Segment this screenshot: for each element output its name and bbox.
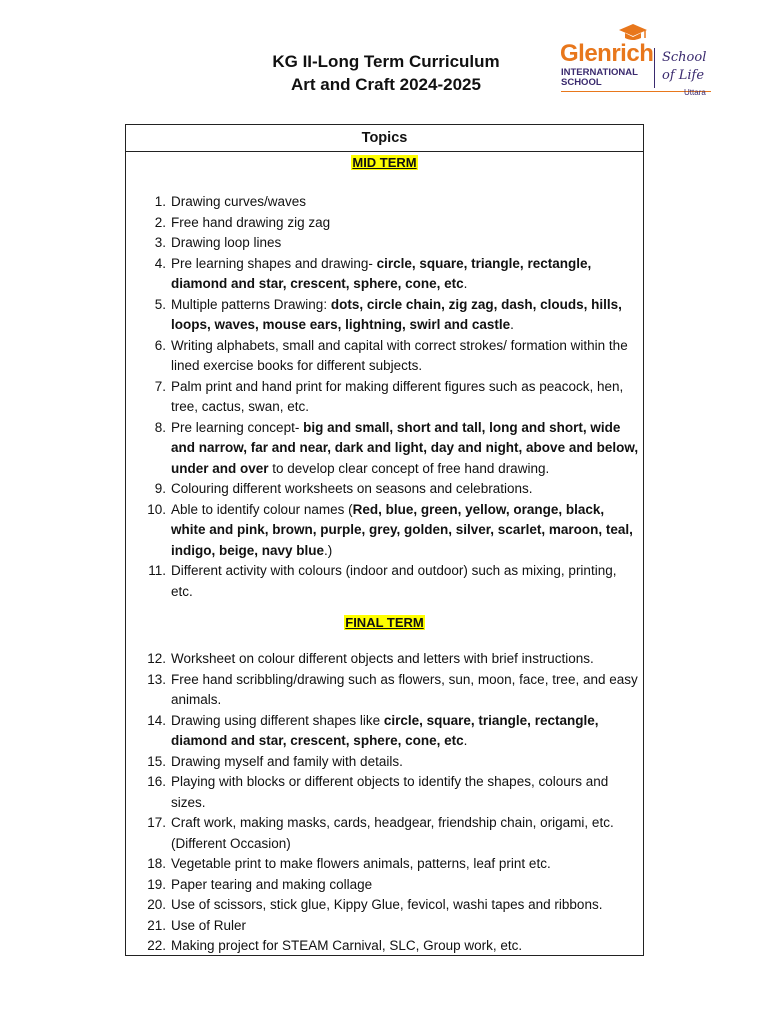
final-term-label: FINAL TERM xyxy=(345,615,424,630)
list-item-text: Drawing curves/waves xyxy=(171,194,307,209)
list-item-number: 8. xyxy=(154,419,166,435)
list-item-number: 17. xyxy=(147,815,166,830)
list-item xyxy=(126,772,643,813)
logo-tagline-line-1: School xyxy=(662,50,707,65)
list-item-number: 12. xyxy=(147,651,166,666)
list-item xyxy=(126,936,643,957)
list-item xyxy=(126,192,643,213)
list-item xyxy=(126,418,643,480)
graduation-cap-icon xyxy=(618,22,648,42)
title-line-2: Art and Craft 2024-2025 xyxy=(291,75,481,94)
list-item xyxy=(126,854,643,875)
document-title xyxy=(200,50,572,96)
list-item-text: Drawing using different shapes like xyxy=(171,712,384,728)
list-item-text: . xyxy=(463,733,468,748)
list-item-bold-text: Red, blue, green, yellow, orange, black, white and pink, brown, purple, grey, golden, silver, scarlet, maroon, teal, indigo, beige, navy blue xyxy=(171,501,633,558)
list-item-text: Pre learning shapes and drawing- xyxy=(171,255,377,271)
list-item-text: Craft work, making masks, cards, headgear, friendship chain, origami, etc. (Different Occasion) xyxy=(171,815,614,851)
logo-brand: Glenrich xyxy=(560,40,654,67)
list-item-number: 22. xyxy=(147,938,166,953)
list-item-text: Different activity with colours (indoor and outdoor) such as mixing, printing, etc. xyxy=(171,563,617,599)
list-item xyxy=(126,711,643,752)
list-item-number: 13. xyxy=(147,671,166,687)
list-item-number: 1. xyxy=(154,194,166,209)
list-item-bold-text: big and small, short and tall, long and short, wide and narrow, far and near, dark and light, day and night, above and below, under and over xyxy=(171,419,639,476)
topics-header: Topics xyxy=(126,125,643,152)
final-term-heading xyxy=(126,614,643,632)
mid-term-heading xyxy=(126,154,643,172)
topics-table xyxy=(125,124,644,956)
logo-location: Uttara xyxy=(684,88,706,97)
list-item-text: Use of scissors, stick glue, Kippy Glue, fevicol, washi tapes and ribbons. xyxy=(171,897,603,912)
list-item-number: 18. xyxy=(147,856,166,871)
list-item xyxy=(126,254,643,295)
list-item-text: Playing with blocks or different objects to identify the shapes, colours and sizes. xyxy=(171,774,609,810)
list-item-text: Drawing loop lines xyxy=(171,235,282,250)
list-item-number: 16. xyxy=(147,774,166,789)
list-item-text: Writing alphabets, small and capital with correct strokes/ formation within the lined exercise books for different subjects. xyxy=(171,337,628,373)
list-item-number: 14. xyxy=(147,712,166,728)
list-item xyxy=(126,752,643,773)
logo-subtitle-line-2: SCHOOL xyxy=(561,77,602,88)
final-term-list xyxy=(126,649,643,957)
list-item-text: Worksheet on colour different objects and letters with brief instructions. xyxy=(171,651,594,666)
list-item-text: Making project for STEAM Carnival, SLC, Group work, etc. xyxy=(171,938,523,953)
list-item xyxy=(126,649,643,670)
list-item-text: Use of Ruler xyxy=(171,917,247,933)
list-item-number: 4. xyxy=(154,255,166,271)
list-item-number: 2. xyxy=(154,214,166,230)
list-item-text: .) xyxy=(324,542,333,558)
list-item xyxy=(126,479,643,500)
list-item-text: Colouring different worksheets on seasons and celebrations. xyxy=(171,481,533,496)
list-item-text: Palm print and hand print for making different figures such as peacock, hen, tree, cactus, swan, etc. xyxy=(171,378,624,414)
mid-term-label: MID TERM xyxy=(352,155,417,170)
list-item-number: 15. xyxy=(147,753,166,769)
list-item xyxy=(126,916,643,937)
school-logo xyxy=(558,22,718,100)
list-item-text: Pre learning concept- xyxy=(171,419,304,435)
list-item-text: . xyxy=(463,276,468,291)
list-item-number: 3. xyxy=(154,235,166,250)
list-item-text: Paper tearing and making collage xyxy=(171,876,373,892)
list-item xyxy=(126,561,643,602)
list-item-number: 20. xyxy=(147,897,166,912)
list-item-text: Free hand drawing zig zag xyxy=(171,214,331,230)
logo-divider xyxy=(654,48,655,88)
list-item-text: Multiple patterns Drawing: xyxy=(171,296,331,312)
list-item xyxy=(126,895,643,916)
list-item-number: 5. xyxy=(154,296,166,312)
list-item xyxy=(126,813,643,854)
list-item-text: Drawing myself and family with details. xyxy=(171,753,403,769)
list-item-number: 21. xyxy=(147,917,166,933)
list-item-text: to develop clear concept of free hand drawing. xyxy=(268,460,550,476)
list-item-text: Vegetable print to make flowers animals, patterns, leaf print etc. xyxy=(171,856,551,871)
list-item-bold-text: circle, square, triangle, rectangle, diamond and star, crescent, sphere, cone, etc xyxy=(171,712,599,748)
list-item xyxy=(126,336,643,377)
list-item xyxy=(126,500,643,562)
logo-tagline xyxy=(662,49,706,85)
list-item-number: 7. xyxy=(154,378,166,394)
logo-subtitle-line-1: INTERNATIONAL xyxy=(561,67,638,78)
list-item xyxy=(126,233,643,254)
list-item-number: 10. xyxy=(147,501,166,517)
mid-term-list xyxy=(126,192,643,602)
list-item xyxy=(126,875,643,896)
list-item xyxy=(126,377,643,418)
title-line-1: KG II-Long Term Curriculum xyxy=(272,52,500,71)
list-item-number: 19. xyxy=(147,876,166,892)
list-item-text: Able to identify colour names ( xyxy=(171,501,353,517)
list-item-number: 6. xyxy=(154,337,166,353)
list-item xyxy=(126,213,643,234)
list-item-bold-text: circle, square, triangle, rectangle, diamond and star, crescent, sphere, cone, etc xyxy=(171,255,592,291)
list-item xyxy=(126,670,643,711)
list-item-bold-text: dots, circle chain, zig zag, dash, clouds, hills, loops, waves, mouse ears, lightning, swirl and castle xyxy=(171,296,622,332)
list-item-number: 9. xyxy=(154,481,166,496)
logo-subtitle xyxy=(561,68,638,88)
logo-tagline-line-2: of Life xyxy=(662,68,705,83)
list-item-text: . xyxy=(510,317,514,332)
list-item-text: Free hand scribbling/drawing such as flowers, sun, moon, face, tree, and easy animals. xyxy=(171,671,638,707)
list-item-number: 11. xyxy=(148,563,166,578)
list-item xyxy=(126,295,643,336)
